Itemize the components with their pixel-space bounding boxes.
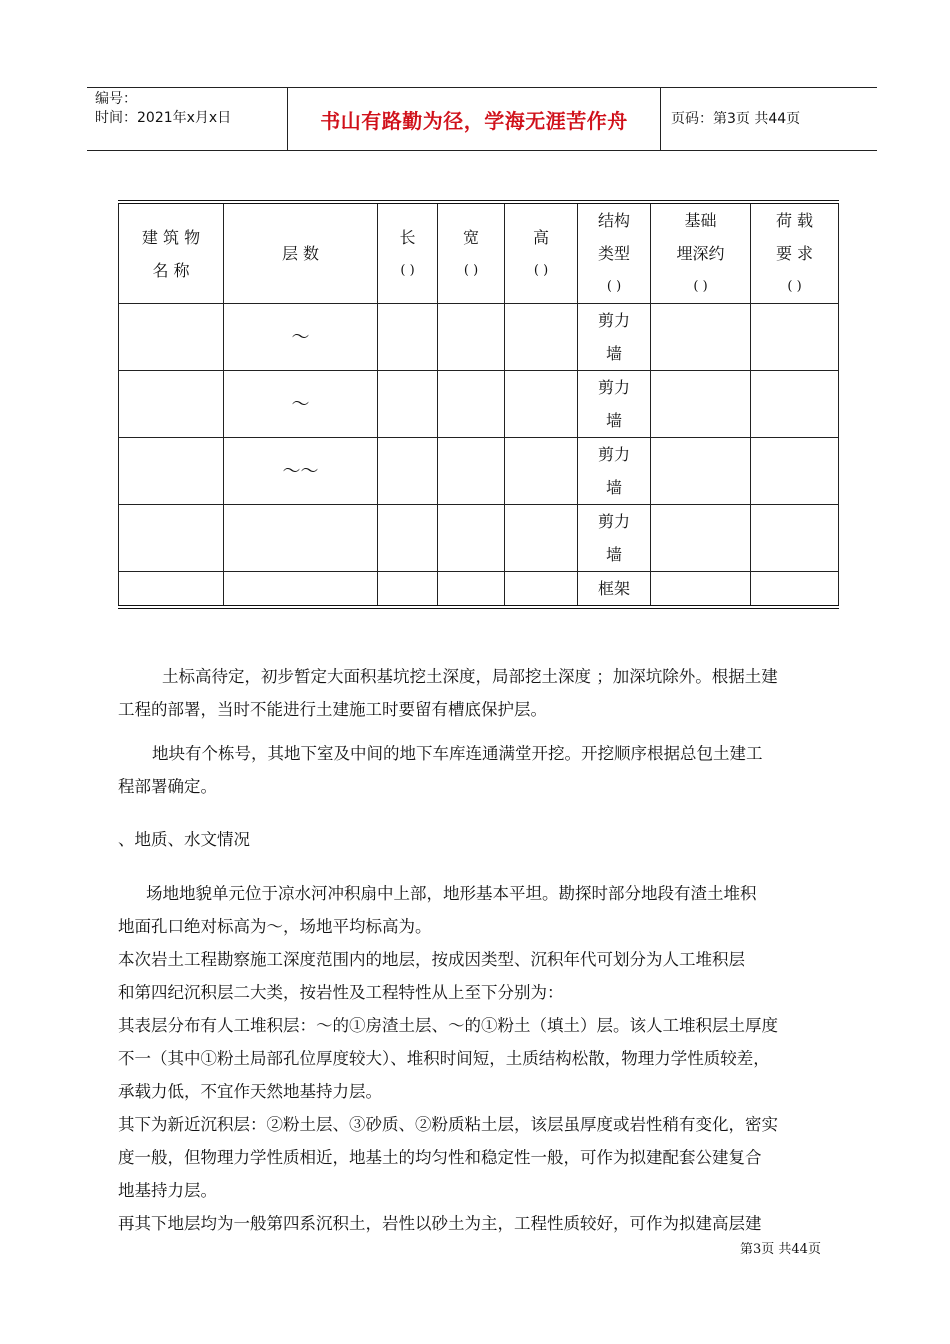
cell-load xyxy=(751,304,839,371)
paragraph-excavation-order: 地块有个栋号，其地下室及中间的地下车库连通满堂开挖。开挖顺序根据总包土建工 程部署确定。 xyxy=(118,744,763,796)
cell-floors: ～ xyxy=(224,304,378,371)
page-label: 页码：第3页 共44页 xyxy=(671,111,801,127)
header-width: 宽 ( ) xyxy=(438,202,505,304)
table-row xyxy=(119,505,839,572)
cell-structure: 框架 xyxy=(578,572,651,608)
header-load-requirement: 荷 载 要 求 ( ) xyxy=(751,202,839,304)
cell-depth xyxy=(651,572,751,608)
cell-height xyxy=(505,438,578,505)
page-footer: 第3页 共44页 xyxy=(740,1242,821,1257)
cell-structure: 剪力 墙 xyxy=(578,371,651,438)
cell-load xyxy=(751,505,839,572)
table-row xyxy=(119,371,839,438)
cell-length xyxy=(378,438,438,505)
cell-length xyxy=(378,371,438,438)
table-row xyxy=(119,572,839,608)
cell-length xyxy=(378,505,438,572)
cell-floors xyxy=(224,505,378,572)
table-header-row xyxy=(119,202,839,304)
cell-length xyxy=(378,304,438,371)
page-header xyxy=(87,87,877,151)
cell-floors: ～～ xyxy=(224,438,378,505)
header-height: 高 ( ) xyxy=(505,202,578,304)
cell-name xyxy=(119,371,224,438)
header-foundation-depth: 基础 埋深约 ( ) xyxy=(651,202,751,304)
paragraph-excavation-depth: 土标高待定，初步暂定大面积基坑挖土深度，局部挖土深度 ；加深坑除外。根据土建 工程的部署，当时不能进行土建施工时要留有槽底保护层。 xyxy=(118,667,778,719)
header-length: 长 ( ) xyxy=(378,202,438,304)
cell-length xyxy=(378,572,438,608)
cell-width xyxy=(438,304,505,371)
cell-structure: 剪力 墙 xyxy=(578,438,651,505)
cell-name xyxy=(119,572,224,608)
cell-depth xyxy=(651,438,751,505)
cell-width xyxy=(438,572,505,608)
cell-floors xyxy=(224,572,378,608)
cell-width xyxy=(438,371,505,438)
cell-width xyxy=(438,438,505,505)
date-label: 时间：2021年x月x日 xyxy=(95,110,232,126)
cell-name xyxy=(119,505,224,572)
cell-name xyxy=(119,438,224,505)
cell-height xyxy=(505,304,578,371)
cell-load xyxy=(751,572,839,608)
section-heading-geology: 、地质、水文情况 xyxy=(118,830,250,849)
building-spec-table xyxy=(118,200,839,609)
cell-width xyxy=(438,505,505,572)
cell-structure: 剪力 墙 xyxy=(578,304,651,371)
number-label: 编号： xyxy=(95,91,137,107)
motto: 书山有路勤为径，学海无涯苦作舟 xyxy=(287,88,661,150)
table-row xyxy=(119,438,839,505)
header-structure-type: 结构 类型 ( ) xyxy=(578,202,651,304)
cell-load xyxy=(751,438,839,505)
cell-structure: 剪力 墙 xyxy=(578,505,651,572)
cell-height xyxy=(505,505,578,572)
cell-height xyxy=(505,371,578,438)
cell-depth xyxy=(651,304,751,371)
cell-depth xyxy=(651,371,751,438)
cell-depth xyxy=(651,505,751,572)
cell-load xyxy=(751,371,839,438)
cell-height xyxy=(505,572,578,608)
table-row xyxy=(119,304,839,371)
cell-floors: ～ xyxy=(224,371,378,438)
header-floors: 层 数 xyxy=(224,202,378,304)
header-building-name: 建 筑 物 名 称 xyxy=(119,202,224,304)
paragraph-geology: 场地地貌单元位于凉水河冲积扇中上部，地形基本平坦。勘探时部分地段有渣土堆积 地面孔口绝对标高为～，场地平均标高为。 本次岩土工程勘察施工深度范围内的地层，按成因类型、沉积年代可划分为人工堆积层 和第四纪沉积层二大类，按岩性及工程特性从上至下分别为： 其表层分布有人工堆积层：～的①房渣土层、～的①粉土（填土）层。该人工堆积层土厚度 不一（其中①粉土局部孔位厚度较大）、堆积时间短，土质结构松散，物理力学性质较差， 承载力低，不宜作天然地基持力层。 其下为新近沉积层：②粉土层、③砂质、②粉质粘土层，该层虽厚度或岩性稍有变化，密实 度一般，但物理力学性质相近，地基土的均匀性和稳定性一般，可作为拟建配套公建复合 地基持力层。 再其下地层均为一般第四系沉积土，岩性以砂土为主，工程性质较好，可作为拟建高层建 xyxy=(118,884,778,1233)
header-info xyxy=(95,90,285,128)
cell-name xyxy=(119,304,224,371)
